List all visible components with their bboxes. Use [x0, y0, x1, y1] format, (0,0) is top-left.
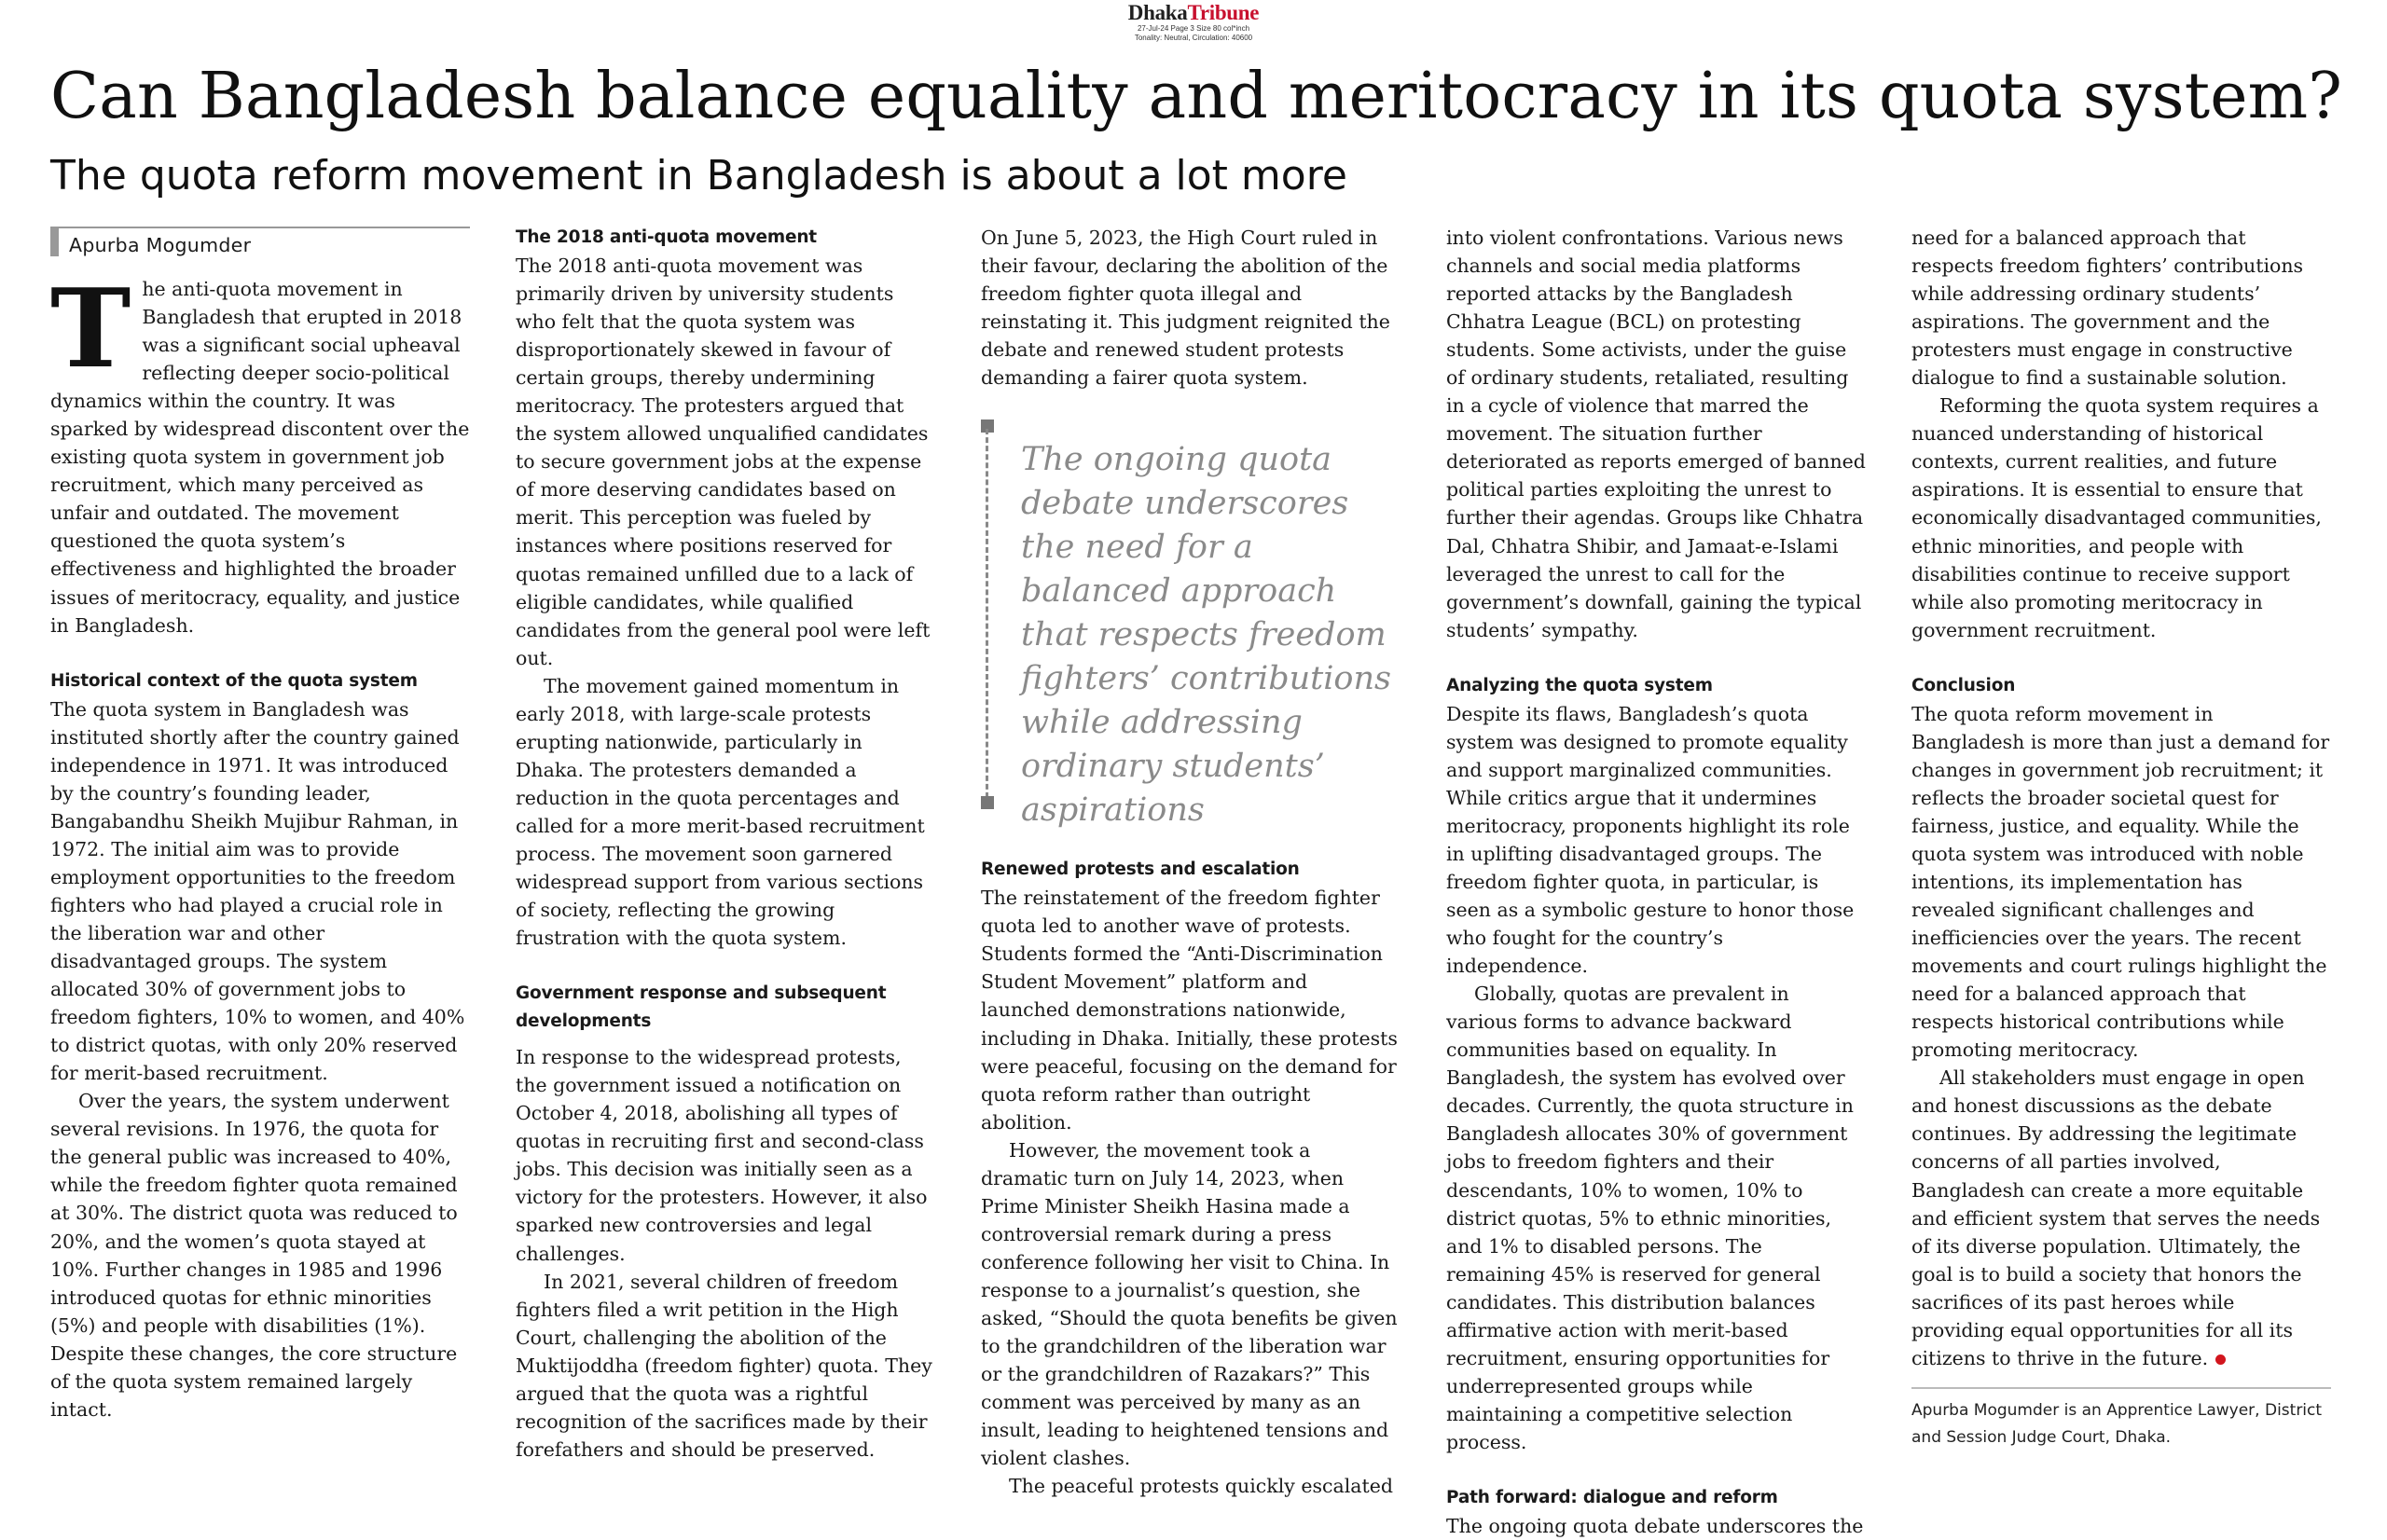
section-heading-government-response: Government response and subsequent developments	[516, 983, 887, 1032]
paragraph: The quota system in Bangladesh was instituted shortly after the country gained independence in 1971. It was introduced by the country’s founding leader, Bangabandhu Sheikh Mujibur Rahman, in 1972. The initial aim was to provide employment opportunities to the freedom fighters who had played a crucial role in the liberation war and other disadvantaged groups. The system allocated 30% of government jobs to freedom fighters, 10% to women, and 40% to district quotas, with only 20% reserved for merit-based recruitment.	[50, 697, 465, 1085]
paragraph: Globally, quotas are prevalent in various forms to advance backward communities based on equality. In Bangladesh, the system has evolved over decades. Currently, the quota structure in Bangladesh allocates 30% of government jobs to freedom fighters and their descendants, 10% to women, 10% to district quotas, 5% to ethnic minorities, and 1% to disabled persons. The remaining 45% is reserved for general candidates. This distribution balances affirmative action with merit-based recruitment, ensuring opportunities for underrepresented groups while maintaining a competitive selection process.	[1446, 983, 1854, 1453]
clipping-meta-line-2: Tonality: Neutral, Circulation: 40600	[1134, 34, 1253, 42]
section-heading-analyzing: Analyzing the quota system	[1446, 675, 1713, 695]
pull-quote-rule	[986, 429, 988, 798]
paragraph: The 2018 anti-quota movement was primarily driven by university students who felt that the quota system was disproportionately skewed in favour of certain groups, thereby undermining meritocracy. The protesters argued that the system allowed unqualified candidates to secure government jobs at the expense of more deserving candidates based on merit. This perception was fueled by instances where positions reserved for quotas remained unfilled due to a lack of eligible candidates, while qualified candidates from the general pool were left out.	[516, 254, 931, 669]
pull-quote	[981, 419, 1400, 830]
paragraph: The movement gained momentum in early 2018, with large-scale protests erupting nationwide, particularly in Dhaka. The protesters demanded a reduction in the quota percentages and called for a more merit-based recruitment process. The movement soon garnered widespread support from various sections of society, reflecting the growing frustration with the quota system.	[516, 674, 925, 950]
section-heading-historical-context: Historical context of the quota system	[50, 670, 418, 691]
intro-paragraph	[50, 266, 470, 639]
article-subhead: The quota reform movement in Bangladesh is about a lot more	[50, 152, 1347, 199]
byline-author: Apurba Mogumder	[69, 234, 252, 256]
intro-text: he anti-quota movement in Bangladesh that erupted in 2018 was a significant social upheaval reflecting deeper socio-political dynamics within the country. It was sparked by widespread discontent over the existing quota system in government job recruitment, which many perceived as unfair and outdated. The movement questioned the quota system’s effectiveness and highlighted the broader issues of meritocracy, equality, and justice in Bangladesh.	[50, 278, 470, 637]
byline	[50, 227, 470, 266]
paragraph: The ongoing quota debate underscores the	[1446, 1514, 1864, 1537]
paragraph: need for a balanced approach that respects freedom fighters’ contributions while addressing ordinary students’ aspirations. The government and the protesters must engage in constructive dialogue to find a sustainable solution.	[1911, 227, 2304, 390]
paragraph: However, the movement took a dramatic turn on July 14, 2023, when Prime Minister Sheikh Hasina made a controversial remark during a press conference following her visit to China. In response to a journalist’s question, she asked, “Should the quota benefits be given to the grandchildren of the liberation war or the grandchildren of Razakars?” This comment was perceived by many as an insult, leading to heightened tensions and violent clashes.	[981, 1138, 1398, 1470]
paragraph: The peaceful protests quickly escalated	[1009, 1475, 1393, 1498]
paragraph: Over the years, the system underwent several revisions. In 1976, the quota for the general public was increased to 40%, while the freedom fighter quota remained at 30%. The district quota was reduced to 20%, and the women’s quota stayed at 10%. Further changes in 1985 and 1996 introduced quotas for ethnic minorities (5%) and people with disabilities (1%). Despite these changes, the core structure of the quota system remained largely intact.	[50, 1090, 458, 1421]
masthead	[0, 2, 2387, 43]
article-column-1	[50, 227, 470, 1429]
section-heading-2018-movement: The 2018 anti-quota movement	[516, 227, 817, 247]
red-dot-icon	[2215, 1354, 2226, 1365]
article-column-4	[1446, 224, 1866, 1537]
byline-marker	[50, 228, 59, 256]
drop-cap: T	[50, 266, 131, 392]
section-heading-path-forward: Path forward: dialogue and reform	[1446, 1487, 1778, 1507]
paragraph: The quota reform movement in Bangladesh is more than just a demand for changes in government job recruitment; it reflects the broader societal quest for fairness, justice, and equality. While the quota system was introduced with noble intentions, its implementation has revealed significant challenges and inefficiencies over the years. The recent movements and court rulings highlight the need for a balanced approach that respects historical contributions while promoting meritocracy.	[1911, 702, 2330, 1062]
paragraph: Despite its flaws, Bangladesh’s quota system was designed to promote equality and support marginalized communities. While critics argue that it undermines meritocracy, proponents highlight its role in uplifting disadvantaged groups. The freedom fighter quota, in particular, is seen as a symbolic gesture to honor those who fought for the country’s independence.	[1446, 702, 1855, 978]
author-note: Apurba Mogumder is an Apprentice Lawyer, District and Session Judge Court, Dhaka.	[1911, 1387, 2331, 1451]
paragraph: Reforming the quota system requires a nuanced understanding of historical contexts, current realities, and future aspirations. It is essential to ensure that economically disadvantaged communities, ethnic minorities, and people with disabilities continue to receive support while also promoting meritocracy in government recruitment.	[1911, 394, 2322, 641]
section-heading-renewed-protests: Renewed protests and escalation	[981, 859, 1300, 880]
section-heading-conclusion: Conclusion	[1911, 675, 2016, 695]
paragraph: On June 5, 2023, the High Court ruled in their favour, declaring the abolition of the freedom fighter quota illegal and reinstating it. This judgment reignited the debate and renewed student protests demanding a fairer quota system.	[981, 227, 1390, 390]
final-paragraph-text: All stakeholders must engage in open and honest discussions as the debate continues. By addressing the legitimate concerns of all parties involved, Bangladesh can create a more equitable and efficient system that serves the needs of its diverse population. Ultimately, the goal is to build a society that honors the sacrifices of its past heroes while providing equal opportunities for all its citizens to thrive in the future.	[1911, 1066, 2321, 1369]
article-column-3	[981, 224, 1400, 1498]
pull-quote-bottom-marker	[981, 796, 994, 809]
logo-part-tribune: Tribune	[1187, 1, 1260, 24]
clipping-meta-line-1: 27-Jul-24 Page 3 Size 80 col*inch	[1137, 24, 1250, 33]
article-headline: Can Bangladesh balance equality and meritocracy in its quota system?	[50, 60, 2343, 133]
dhaka-tribune-logo	[0, 2, 2387, 24]
paragraph: into violent confrontations. Various news channels and social media platforms reported attacks by the Bangladesh Chhatra League (BCL) on protesting students. Some activists, under the guise of ordinary students, retaliated, resulting in a cycle of violence that marred the movement. The situation further deteriorated as reports emerged of banned political parties exploiting the unrest to further their agendas. Groups like Chhatra Dal, Chhatra Shibir, and Jamaat-e-Islami leveraged the unrest to call for the government’s downfall, gaining the typical students’ sympathy.	[1446, 227, 1866, 641]
article-column-5	[1911, 224, 2331, 1447]
paragraph: In 2021, several children of freedom fighters filed a writ petition in the High Court, challenging the abolition of the Muktijoddha (freedom fighter) quota. They argued that the quota was a rightful recognition of the sacrifices made by their forefathers and should be preserved.	[516, 1270, 932, 1461]
final-paragraph	[1911, 1064, 2331, 1372]
paragraph: The reinstatement of the freedom fighter quota led to another wave of protests. Students formed the “Anti-Discrimination Student Movement” platform and launched demonstrations nationwide, including in Dhaka. Initially, these protests were peaceful, focusing on the demand for quota reform rather than outright abolition.	[981, 887, 1398, 1134]
paragraph: In response to the widespread protests, the government issued a notification on October 4, 2018, abolishing all types of quotas in recruiting first and second-class jobs. This decision was initially seen as a victory for the protesters. However, it also sparked new controversies and legal challenges.	[516, 1046, 928, 1265]
logo-part-dhaka: Dhaka	[1127, 1, 1188, 24]
pull-quote-text: The ongoing quota debate underscores the need for a balanced approach that respects freedom fighters’ contributions while addressing ordinary students’ aspirations	[1021, 441, 1391, 830]
article-column-2	[516, 224, 935, 1461]
